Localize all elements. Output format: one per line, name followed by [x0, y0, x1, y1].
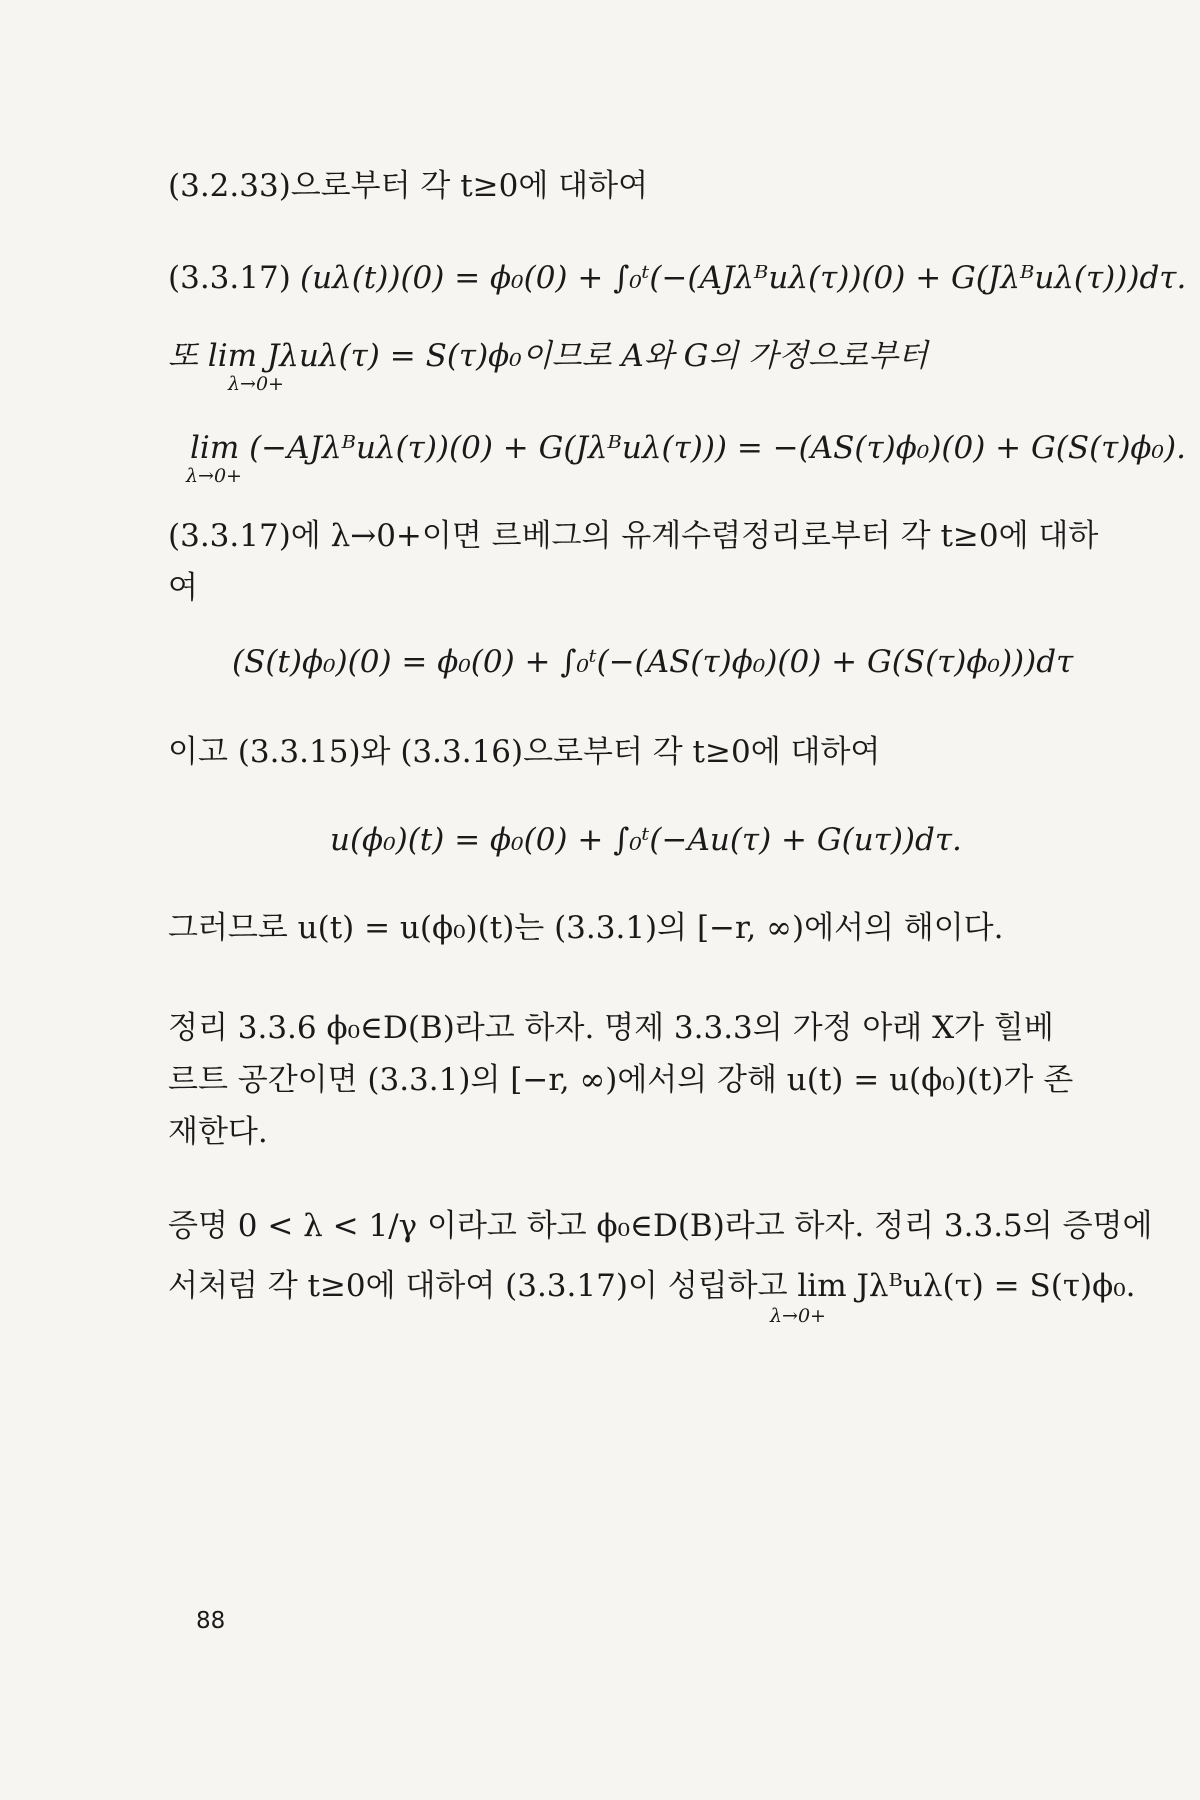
equation-label-3-3-17: (3.3.17) [168, 260, 291, 296]
proof-line-1: 증명 0 < λ < 1/γ 이라고 하고 ϕ₀∈D(B)라고 하자. 정리 3.3.5의 증명에 [168, 1208, 1153, 1244]
limit-subscript-2: λ→0+ [186, 465, 242, 487]
equation-limit: lim (−AJλᴮuλ(τ))(0) + G(Jλᴮuλ(τ))) = −(AS(τ)ϕ₀)(0) + G(S(τ)ϕ₀). [190, 430, 1186, 466]
equation-strong-solution: (S(t)ϕ₀)(0) = ϕ₀(0) + ∫₀ᵗ(−(AS(τ)ϕ₀)(0) + G(S(τ)ϕ₀)))dτ [232, 644, 1074, 680]
proof-line-2: 서처럼 각 t≥0에 대하여 (3.3.17)이 성립하고 lim Jλᴮuλ(τ) = S(τ)ϕ₀. [168, 1268, 1136, 1304]
text-line-1: (3.2.33)으로부터 각 t≥0에 대하여 [168, 168, 649, 204]
text-line-5: (3.3.17)에 λ→0+이면 르베그의 유계수렴정리로부터 각 t≥0에 대하 [168, 518, 1099, 554]
text-line-3: 또 lim Jλuλ(τ) = S(τ)ϕ₀이므로 A와 G의 가정으로부터 [168, 338, 928, 374]
limit-subscript-1: λ→0+ [228, 373, 284, 395]
page-number: 88 [196, 1608, 226, 1634]
theorem-3-3-6-line-1: 정리 3.3.6 ϕ₀∈D(B)라고 하자. 명제 3.3.3의 가정 아래 X가 힐베 [168, 1010, 1054, 1046]
equation-u-phi0: u(ϕ₀)(t) = ϕ₀(0) + ∫₀ᵗ(−Au(τ) + G(uτ))dτ. [330, 822, 962, 858]
limit-subscript-3: λ→0+ [770, 1305, 826, 1327]
theorem-3-3-6-line-3: 재한다. [168, 1114, 268, 1150]
text-line-6: 여 [168, 570, 198, 606]
text-line-8: 이고 (3.3.15)와 (3.3.16)으로부터 각 t≥0에 대하여 [168, 734, 881, 770]
equation-3-3-17: (uλ(t))(0) = ϕ₀(0) + ∫₀ᵗ(−(AJλᴮuλ(τ))(0) + G(Jλᴮuλ(τ)))dτ. [300, 260, 1187, 296]
theorem-3-3-6-line-2: 르트 공간이면 (3.3.1)의 [−r, ∞)에서의 강해 u(t) = u(ϕ₀)(t)가 존 [168, 1062, 1074, 1098]
text-line-10: 그러므로 u(t) = u(ϕ₀)(t)는 (3.3.1)의 [−r, ∞)에서의 해이다. [168, 910, 1004, 946]
